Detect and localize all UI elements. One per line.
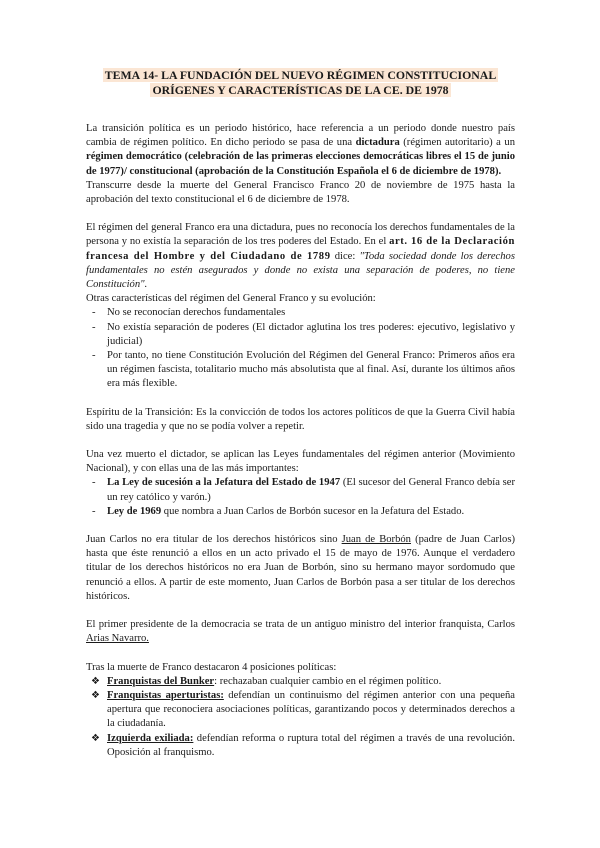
franco-paragraph (86, 221, 515, 292)
ley-1947: La Ley de sucesión a la Jefatura del Estado de 1947 (107, 477, 341, 489)
spacer (86, 519, 515, 533)
intro-bold-dictadura: dictadura (355, 137, 400, 149)
intro-text-1: La transición política es un periodo histórico, hace referencia a un periodo donde nuestro país cambia de régimen político. En dicho periodo se pasa de una (86, 123, 515, 149)
franco-lead: Otras características del régimen del General Franco y su evolución: (86, 293, 376, 305)
intro-text-2: (régimen autoritario) a un (399, 137, 515, 149)
posiciones-list (86, 675, 515, 760)
list-item (86, 675, 515, 689)
list-item (86, 476, 515, 504)
pres-underlined-name: Arias Navarro. (86, 633, 149, 645)
list-item: - Por tanto, no tiene Constitución Evolución del Régimen del General Franco: Primeros años era un régimen fascista, totalitario mucho más absolutista que al final. Así, durante los últimos años era más flexible. (86, 349, 515, 392)
jc-text-2: (padre de Juan Carlos) hasta que éste renunció a ellos en un acto privado el 15 de mayo de 1976. Aunque el verdadero titular de los derechos históricos no era Juan de Borbón, sino su hermano mayor sordomudo que renunció a ellos. A partir de este momento, Juan Carlos de Borbón pasa a ser titular de los derechos históricos. (86, 534, 515, 602)
intro-paragraph-2: Transcurre desde la muerte del General Francisco Franco 20 de noviembre de 1975 hasta la aprobación del texto constitucional el 6 de diciembre de 1978. (86, 179, 515, 206)
spacer (86, 434, 515, 448)
ley-1947-desc: (El sucesor del General Franco debía ser un rey católico y varón.) (107, 477, 515, 503)
franco-list (86, 306, 515, 391)
leyes-list (86, 476, 515, 519)
leyes-lead: Una vez muerto el dictador, se aplican las Leyes fundamentales del régimen anterior (Movimiento Nacional), y con ellas una de las más importantes: (86, 449, 515, 475)
jc-text-1: Juan Carlos no era titular de los derechos históricos sino (86, 534, 342, 546)
title-line-1: TEMA 14- LA FUNDACIÓN DEL NUEVO RÉGIMEN CONSTITUCIONAL (104, 68, 497, 82)
list-item (86, 689, 515, 732)
posicion-label: Izquierda exiliada: (107, 732, 194, 744)
franco-text-1: El régimen del general Franco era una dictadura, pues no reconocía los derechos fundamentales de la persona y no existía la separación de los tres poderes del Estado. En el (86, 222, 515, 248)
list-item: - No se reconocían derechos fundamentales (86, 306, 515, 320)
franco-quote: "Toda sociedad donde los derechos fundamentales no estén asegurados y donde no exista una separación de poderes, no tiene Constitución". (86, 250, 515, 291)
list-item (86, 505, 515, 519)
spacer (86, 647, 515, 661)
espiritu-paragraph: Espíritu de la Transición: Es la convicción de todos los actores políticos de que la Guerra Civil había sido una tragedia y que no se podía volver a repetir. (86, 406, 515, 432)
posicion-text: defendían reforma o ruptura total del régimen a través de una revolución. Oposición al franquismo. (107, 732, 515, 758)
ley-1969: Ley de 1969 (107, 505, 162, 517)
spacer (86, 392, 515, 406)
franco-bold-article: art. 16 de la Declaración francesa del Hombre y del Ciudadano de 1789 (86, 236, 515, 262)
posicion-label: Franquistas aperturistas: (107, 689, 224, 701)
intro-paragraph (86, 122, 515, 179)
intro-bold-regimen: régimen democrático (celebración de las primeras elecciones democráticas libres el 15 de junio de 1977)/ constitucional (aprobación de la Constitución Española el 6 de diciembre de 1978). (86, 151, 515, 177)
juancarlos-paragraph (86, 533, 515, 604)
spacer (86, 604, 515, 618)
franco-text-2: dice: (330, 250, 360, 262)
page-title (86, 68, 515, 98)
presidente-paragraph (86, 618, 515, 646)
list-item (86, 732, 515, 760)
posicion-label: Franquistas del Bunker (107, 675, 215, 687)
ley-1969-desc: que nombra a Juan Carlos de Borbón sucesor en la Jefatura del Estado. (161, 505, 465, 517)
spacer (86, 207, 515, 221)
list-item: - No existía separación de poderes (El dictador aglutina los tres poderes: ejecutivo, legislativo y judicial) (86, 321, 515, 349)
posicion-text: : rechazaban cualquier cambio en el régimen político. (214, 675, 442, 687)
posiciones-lead: Tras la muerte de Franco destacaron 4 posiciones políticas: (86, 661, 337, 673)
posicion-text: defendían un continuismo del régimen anterior con una pequeña apertura que reconociera asociaciones políticas, garantizando pocos y determinados derechos a la ciudadanía. (107, 689, 515, 730)
jc-underlined-name: Juan de Borbón (341, 534, 411, 546)
pres-text: El primer presidente de la democracia se trata de un antiguo ministro del interior franquista, Carlos (86, 619, 515, 631)
title-line-2: ORÍGENES Y CARACTERÍSTICAS DE LA CE. DE 1978 (152, 83, 449, 97)
